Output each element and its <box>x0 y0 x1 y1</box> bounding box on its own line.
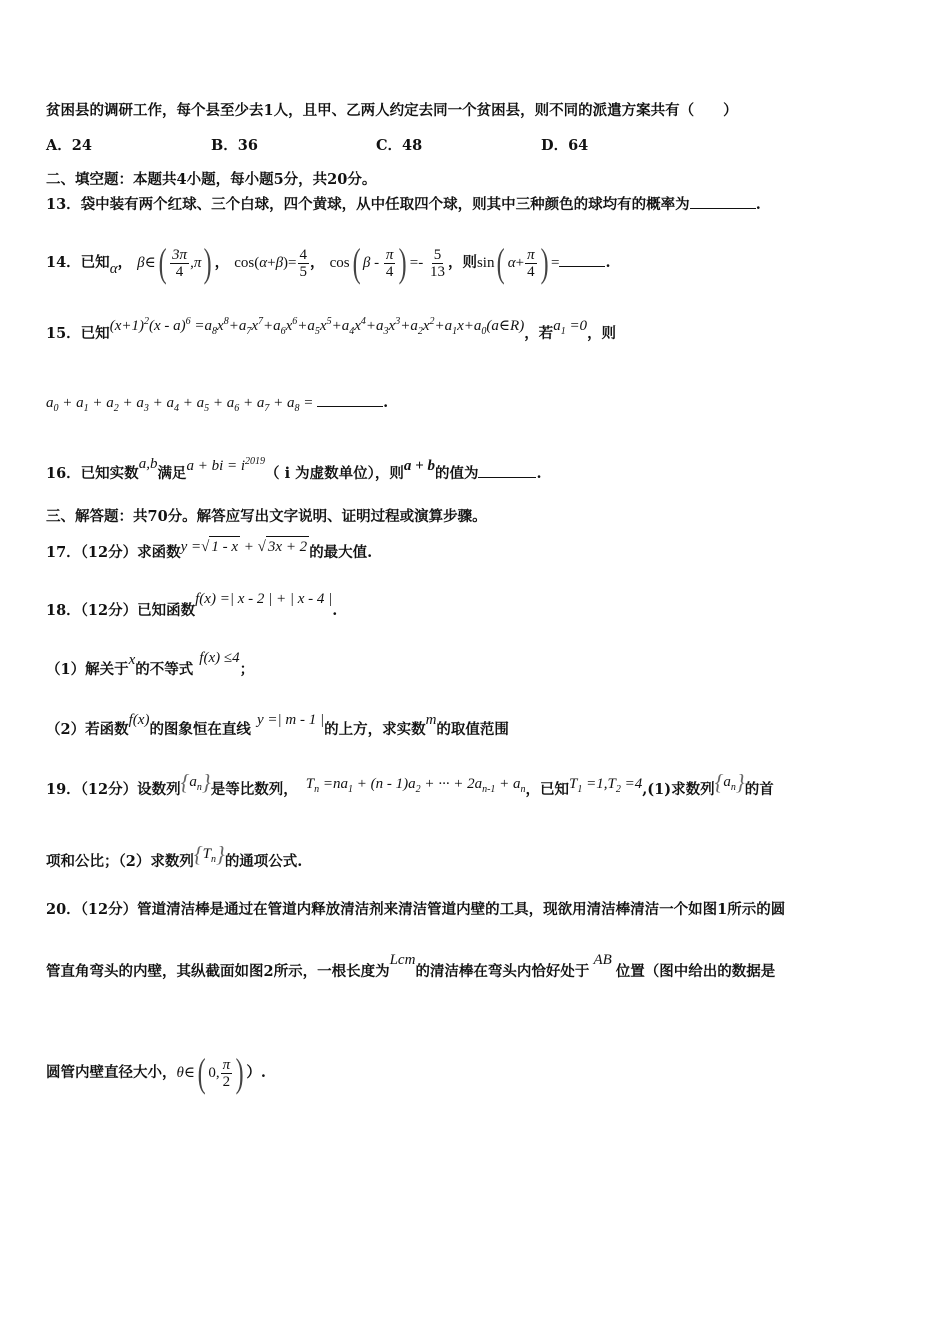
math-seq-tn: $\{T_n\}$ <box>193 841 225 867</box>
answer-blank <box>317 392 383 407</box>
math-beta-range: β <box>137 255 145 271</box>
math-coefficient-sum: $a_0 + a_1 + a_2 + a_3 + a_4 + a_5 + a_6 + a_7 + a_8$ = <box>46 395 318 414</box>
math-x: x <box>128 652 136 668</box>
option-c: C．48 <box>376 137 423 154</box>
math-theta-range: θ <box>176 1065 184 1081</box>
q18-part2: （2）若函数f(x)的图象恒在直线y =| m - 1 |的上方，求实数m的取值范围 <box>46 712 509 738</box>
math-cos-sum: cos( <box>234 255 260 271</box>
q19: 19．（12分）设数列$\{a_n\}$是等比数列， $T_n =na_1 + (n - 1)a_2$ + ··· + $2a_{n-1} + a_n$，已知$T_1 =1,T_2 =4,(1)$求数列$\{a_n\}$的首 <box>46 769 774 798</box>
option-d: D．64 <box>541 137 589 154</box>
math-seq-an-2: $\{a_n\}$ <box>714 769 745 795</box>
q13: 13．袋中装有两个红球、三个白球，四个黄球，从中任取四个球，则其中三种颜色的球均有的概率为 . <box>46 196 761 213</box>
math-fx: f(x) <box>128 712 150 728</box>
answer-blank <box>690 194 756 209</box>
math-tn-def: $T_n =na_1 + (n - 1)a_2$ + ··· + $2a_{n-1} + a_n$ <box>305 776 526 795</box>
q12-options <box>46 136 706 156</box>
math-cos-diff: cos <box>329 255 350 271</box>
math-polynomial-identity: $(x+1)^2(x - a)^6$ $=a_8x^8+a_7x^7+a_6x^6+a_5x^5+a_4x^4+a_3x^3+a_2x^2+a_1x+a_0(a\in R)$ <box>109 316 525 337</box>
math-line: y =| m - 1 | <box>256 712 325 728</box>
math-a-plus-b: a + b <box>403 458 435 474</box>
q15-sum: $a_0 + a_1 + a_2 + a_3 + a_4 + a_5 + a_6 + a_7 + a_8$ = . <box>46 394 389 414</box>
option-b: B．36 <box>211 137 258 154</box>
option-a: A．24 <box>46 137 92 154</box>
math-ab: a,b <box>138 456 158 472</box>
math-sin-target: sin <box>476 255 495 271</box>
answer-blank <box>559 252 605 267</box>
math-complex-eq: a + bi = $i^{2019}$ <box>186 456 266 474</box>
q17: 17．（12分）求函数y =√ 1 - x + √ 3x + 2 的最大值. <box>46 542 372 563</box>
q14: 14．已知α， β∈( $\frac{3\pi}{4}$ ,π) ， cos(α+β)= $\frac{4}{5}$ ， cos( β - $\frac{\pi}{4}$ ) =- $\frac{5}{13}$ ，则sin( α+ $\frac{\pi}{4}$ ) = . <box>46 240 611 285</box>
section3-heading: 三、解答题：共70分。解答应写出文字说明、证明过程或演算步骤。 <box>46 508 487 525</box>
math-seq-an: $\{a_n\}$ <box>180 769 211 795</box>
q18: 18．（12分）已知函数f(x) =| x - 2 | + | x - 4 |. <box>46 591 338 619</box>
math-inequality: f(x) ≤4 <box>199 650 240 666</box>
q18-part1: （1）解关于x的不等式f(x) ≤4； <box>46 650 255 678</box>
math-lcm: Lcm <box>389 952 416 968</box>
math-t-values: $T_1 =1,T_2 =4$ <box>569 776 643 795</box>
q20-line3: 圆管内壁直径大小，θ∈( 0, $\frac{\pi}{2}$ ) ）. <box>46 1050 266 1095</box>
math-sqrt-function: y =√ 1 - x + √ 3x + 2 <box>181 539 310 555</box>
math-alpha: α <box>109 261 118 277</box>
answer-blank <box>478 463 536 478</box>
math-ab-position: AB <box>593 952 612 968</box>
math-abs-function: f(x) =| x - 2 | + | x - 4 | <box>195 591 333 607</box>
q20-line2: 管直角弯头的内壁，其纵截面如图2所示，一根长度为Lcm的清洁棒在弯头内恰好处于AB位置（图中给出的数据是 <box>46 952 776 980</box>
q19-line2: 项和公比；（2）求数列$\{T_n\}$的通项公式. <box>46 841 303 870</box>
q20-line1: 20．（12分）管道清洁棒是通过在管道内释放清洁剂来清洁管道内壁的工具，现欲用清洁棒清洁一个如图1所示的圆 <box>46 901 786 918</box>
q16: 16．已知实数a,b满足a + bi = $i^{2019}$（ i 为虚数单位），则a + b的值为 . <box>46 456 542 482</box>
section2-heading: 二、填空题：本题共4小题，每小题5分，共20分。 <box>46 171 377 188</box>
q12-stem: 贫困县的调研工作，每个县至少去1人，且甲、乙两人约定去同一个贫困县，则不同的派遣方案共有（ ） <box>46 102 738 119</box>
math-a1-zero: $a_1 =0$ <box>553 318 588 337</box>
q15: 15．已知$(x+1)^2(x - a)^6$ $=a_8x^8+a_7x^7+a_6x^6+a_5x^5+a_4x^4+a_3x^3+a_2x^2+a_1x+a_0(a\in R)$，若$a_1 =0$，则 <box>46 316 617 342</box>
math-m: m <box>425 712 437 728</box>
